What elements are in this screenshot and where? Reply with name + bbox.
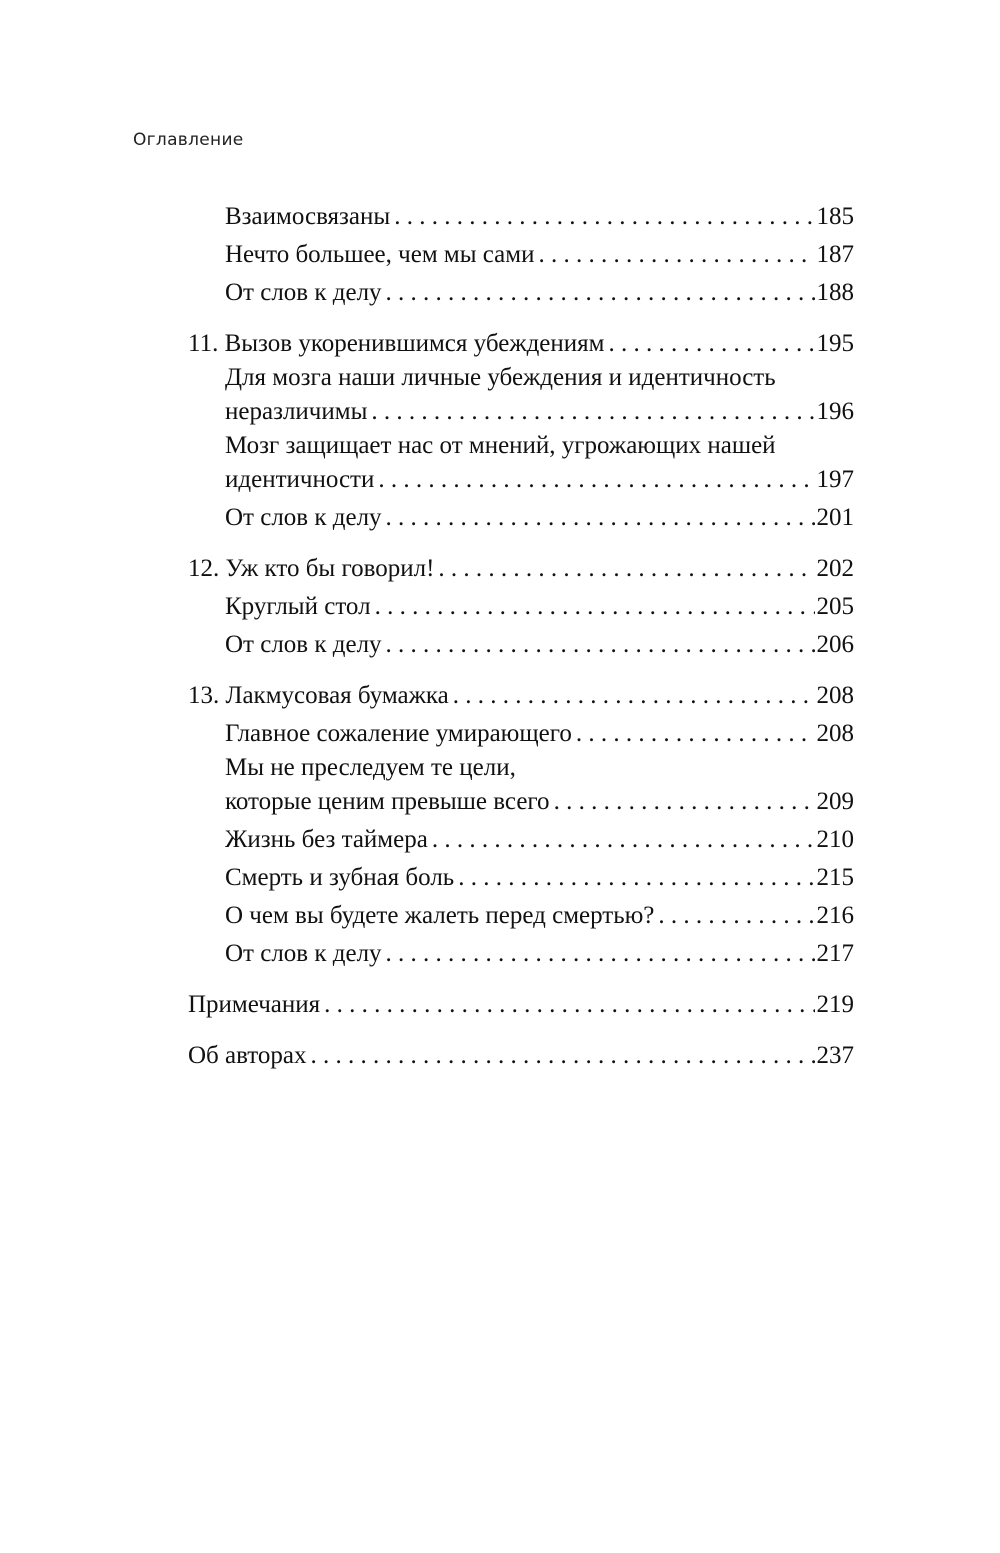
toc-group: [188, 325, 854, 537]
toc-chapter-entry[interactable]: [188, 986, 854, 1024]
leader-dots: [458, 859, 814, 897]
toc-entry-title-line1: Для мозга наши личные убеждения и идентичность: [225, 364, 776, 391]
toc-entry-title: Смерть и зубная боль: [225, 864, 455, 891]
toc-chapter-entry[interactable]: [188, 1037, 854, 1075]
toc-group: [188, 198, 854, 312]
toc-entry-title-line1: Мозг защищает нас от мнений, угрожающих нашей: [225, 432, 776, 459]
toc-entry-title: 12. Уж кто бы говорил!: [188, 555, 435, 582]
leader-dots: [324, 986, 814, 1024]
leader-dots: [576, 715, 815, 753]
leader-dots: [371, 393, 814, 431]
toc-entry[interactable]: [188, 236, 854, 274]
toc-entry-page: 185: [816, 203, 854, 230]
toc-entry-page: 206: [816, 631, 854, 658]
toc-entry-title: неразличимы: [225, 398, 368, 425]
leader-dots: [375, 588, 815, 626]
toc-entry[interactable]: [188, 626, 854, 664]
toc-entry[interactable]: [188, 363, 854, 431]
toc-entry-title: От слов к делу: [225, 504, 382, 531]
toc-chapter-entry[interactable]: [188, 550, 854, 588]
leader-dots: [453, 677, 815, 715]
toc-entry-page: 215: [816, 864, 854, 891]
toc-entry-page: 217: [816, 940, 854, 967]
toc-entry[interactable]: [188, 588, 854, 626]
toc-group: [188, 1037, 854, 1075]
leader-dots: [658, 897, 814, 935]
toc-entry[interactable]: [188, 753, 854, 821]
leader-dots: [438, 550, 814, 588]
toc-chapter-entry[interactable]: [188, 325, 854, 363]
toc-entry-title: О чем вы будете жалеть перед смертью?: [225, 902, 655, 929]
toc-entry-page: 202: [816, 555, 854, 582]
toc-group: [188, 550, 854, 664]
leader-dots: [394, 198, 814, 236]
toc-chapter-entry[interactable]: [188, 677, 854, 715]
toc-entry-page: 196: [816, 398, 854, 425]
toc-entry-title: Круглый стол: [225, 593, 371, 620]
toc-entry-page: 219: [816, 991, 854, 1018]
toc-entry-title: От слов к делу: [225, 940, 382, 967]
toc-entry-page: 237: [816, 1042, 854, 1069]
toc-entry[interactable]: [188, 935, 854, 973]
toc-entry[interactable]: [188, 859, 854, 897]
leader-dots: [432, 821, 815, 859]
leader-dots: [386, 274, 815, 312]
toc-entry-title: Примечания: [188, 991, 321, 1018]
toc-group: [188, 677, 854, 973]
leader-dots: [386, 499, 815, 537]
leader-dots: [386, 935, 815, 973]
table-of-contents: [188, 198, 854, 1088]
toc-entry-title: Об авторах: [188, 1042, 307, 1069]
leader-dots: [378, 461, 814, 499]
toc-entry-title: которые ценим превыше всего: [225, 788, 550, 815]
toc-entry-page: 188: [816, 279, 854, 306]
toc-entry[interactable]: [188, 821, 854, 859]
running-head: Оглавление: [133, 130, 244, 150]
toc-entry-page: 187: [816, 241, 854, 268]
toc-entry[interactable]: [188, 431, 854, 499]
toc-entry-page: 197: [816, 466, 854, 493]
toc-entry-title: Главное сожаление умирающего: [225, 720, 572, 747]
toc-entry-title: От слов к делу: [225, 279, 382, 306]
toc-entry-title: От слов к делу: [225, 631, 382, 658]
toc-entry-page: 208: [816, 720, 854, 747]
toc-entry[interactable]: [188, 274, 854, 312]
leader-dots: [554, 783, 815, 821]
toc-entry[interactable]: [188, 499, 854, 537]
toc-entry[interactable]: [188, 715, 854, 753]
toc-entry-title: Жизнь без таймера: [225, 826, 428, 853]
toc-entry[interactable]: [188, 897, 854, 935]
toc-entry-page: 201: [816, 504, 854, 531]
leader-dots: [608, 325, 814, 363]
toc-entry-title: 13. Лакмусовая бумажка: [188, 682, 449, 709]
toc-entry-page: 216: [816, 902, 854, 929]
toc-entry-title: Взаимосвязаны: [225, 203, 391, 230]
toc-entry-page: 208: [816, 682, 854, 709]
toc-entry-page: 195: [816, 330, 854, 357]
toc-entry-title: идентичности: [225, 466, 375, 493]
toc-entry-page: 210: [816, 826, 854, 853]
toc-group: [188, 986, 854, 1024]
leader-dots: [386, 626, 815, 664]
toc-entry-page: 209: [816, 788, 854, 815]
leader-dots: [538, 236, 814, 274]
toc-entry-title-line1: Мы не преследуем те цели,: [225, 754, 516, 781]
toc-entry-page: 205: [816, 593, 854, 620]
leader-dots: [311, 1037, 815, 1075]
toc-entry-title: 11. Вызов укоренившимся убеждениям: [188, 330, 605, 357]
toc-entry[interactable]: [188, 198, 854, 236]
toc-entry-title: Нечто большее, чем мы сами: [225, 241, 535, 268]
